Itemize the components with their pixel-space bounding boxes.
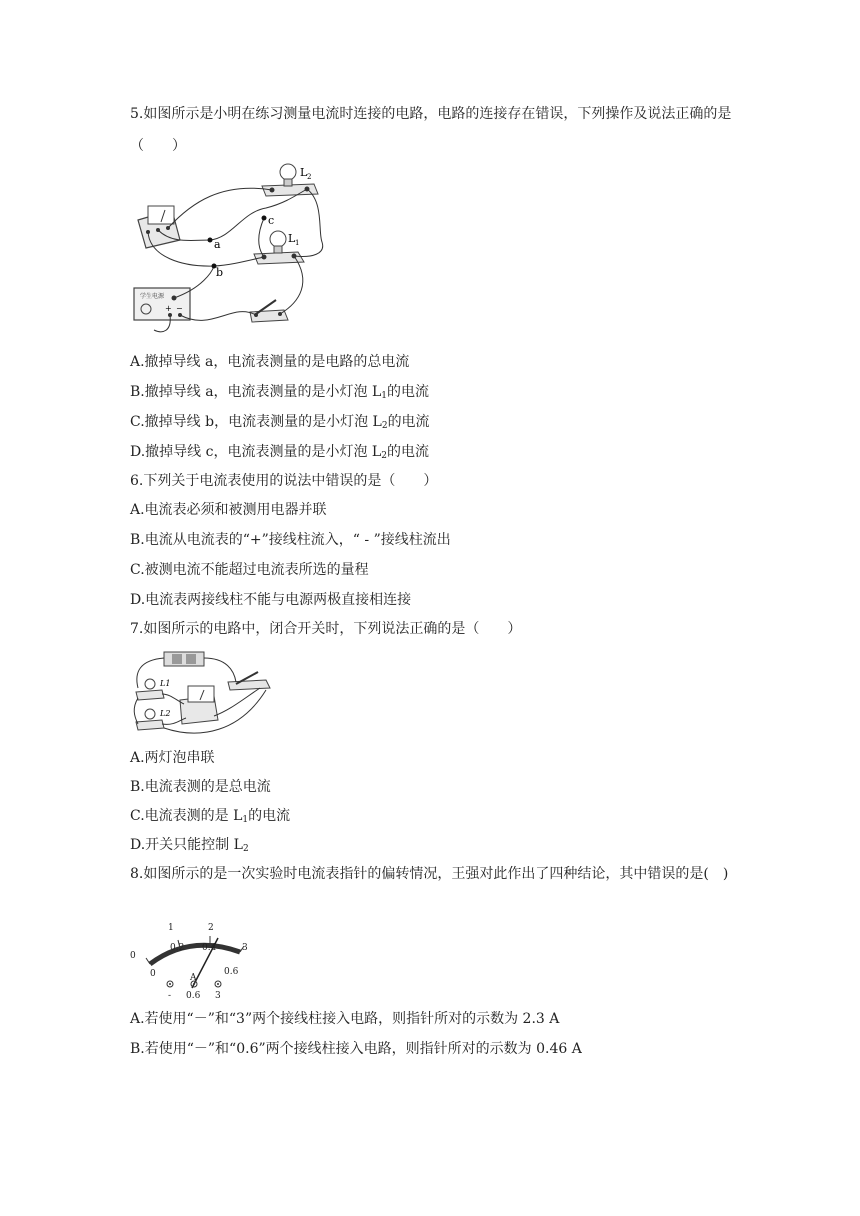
- svg-text:0.4: 0.4: [202, 943, 217, 953]
- svg-text:a: a: [214, 238, 221, 251]
- ammeter-icon: [138, 206, 180, 248]
- svg-text:-: -: [168, 991, 172, 1000]
- svg-text:0.6: 0.6: [224, 967, 239, 977]
- q6-option-a: A.电流表必须和被测用电器并联: [130, 502, 327, 518]
- svg-text:b: b: [216, 266, 224, 279]
- bulb-l2-icon: [136, 709, 170, 730]
- svg-text:0.6: 0.6: [186, 991, 201, 1000]
- svg-text:3: 3: [215, 991, 221, 1000]
- svg-text:0: 0: [130, 951, 136, 961]
- svg-text:L2: L2: [160, 709, 171, 718]
- svg-text:L1: L1: [160, 679, 171, 688]
- svg-text:学生电源: 学生电源: [140, 293, 165, 300]
- svg-text:2: 2: [307, 173, 312, 181]
- svg-text:A: A: [190, 973, 197, 983]
- q8-ammeter-dial-figure: [128, 916, 258, 1000]
- svg-text:L: L: [288, 232, 296, 245]
- point-c-dot: [262, 216, 267, 221]
- svg-text:1: 1: [295, 239, 300, 247]
- bulb-l1-icon: [136, 679, 170, 700]
- svg-text:3: 3: [242, 943, 248, 953]
- point-a-dot: [208, 238, 213, 243]
- question-7-stem: 7.如图所示的电路中，闭合开关时，下列说法正确的是（ ）: [130, 621, 522, 637]
- q7-option-b: B.电流表测的是总电流: [130, 779, 271, 795]
- svg-text:0.2: 0.2: [170, 943, 185, 953]
- q7-circuit-figure: [130, 648, 272, 738]
- q5-option-c: C.撤掉导线 b，电流表测量的是小灯泡 $L_2$的电流: [130, 414, 430, 431]
- question-6-stem: 6.下列关于电流表使用的说法中错误的是（ ）: [130, 473, 438, 489]
- q5-option-a: A.撤掉导线 a，电流表测量的是电路的总电流: [130, 354, 410, 370]
- battery-icon: [164, 652, 204, 666]
- question-8-stem: 8.如图所示的是一次实验时电流表指针的偏转情况，王强对此作出了四种结论，其中错误的是( ): [130, 866, 729, 882]
- question-5-stem: 5.如图所示是小明在练习测量电流时连接的电路，电路的连接存在错误，下列操作及说法正确的是（ ）: [130, 106, 732, 154]
- q6-option-b: B.电流从电流表的“+”接线柱流入，“ - ”接线柱流出: [130, 532, 451, 548]
- svg-text:2: 2: [208, 923, 214, 933]
- q5-option-b: B.撤掉导线 a，电流表测量的是小灯泡 $L_1$的电流: [130, 384, 430, 401]
- q5-circuit-figure: [132, 162, 332, 342]
- q6-option-d: D.电流表两接线柱不能与电源两极直接相连接: [130, 592, 412, 608]
- q8-option-a: A.若使用“－”和“3”两个接线柱接入电路，则指针所对的示数为 2.3 A: [130, 1011, 560, 1027]
- svg-text:1: 1: [168, 923, 174, 933]
- q6-option-c: C.被测电流不能超过电流表所选的量程: [130, 562, 369, 578]
- power-supply-icon: [134, 288, 190, 320]
- switch-icon: [250, 300, 288, 322]
- svg-text:c: c: [268, 214, 275, 227]
- svg-text:L: L: [300, 166, 308, 179]
- q5-option-d: D.撤掉导线 c，电流表测量的是小灯泡 $L_2$的电流: [130, 444, 429, 461]
- svg-text:0: 0: [150, 969, 156, 979]
- svg-text:+: +: [165, 304, 172, 313]
- q8-option-b: B.若使用“－”和“0.6”两个接线柱接入电路，则指针所对的示数为 0.46 A: [130, 1041, 582, 1057]
- q7-option-d: D.开关只能控制 $L_2$: [130, 837, 249, 854]
- q7-option-c: C.电流表测的是 $L_1$的电流: [130, 808, 291, 825]
- svg-text:−: −: [176, 304, 183, 313]
- q7-option-a: A.两灯泡串联: [130, 750, 215, 766]
